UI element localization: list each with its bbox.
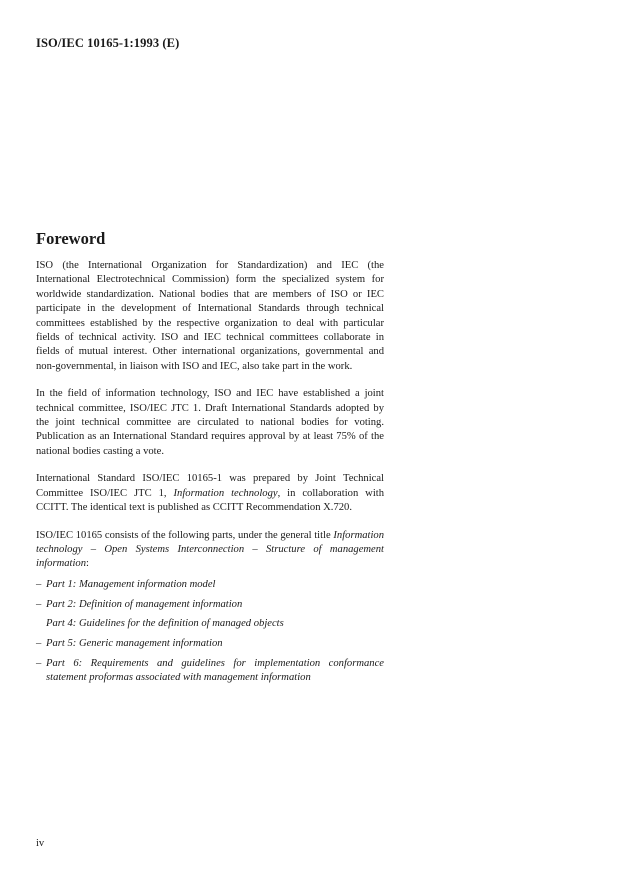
part-label: Part 5: Generic management information [46, 638, 223, 650]
prepared-text-before: International Standard ISO/IEC 10165-1 was prepared by Joint Technical Committee ISO/IEC JTC 1, [36, 473, 384, 499]
paragraph-parts-intro [36, 529, 384, 572]
list-item [36, 598, 384, 612]
parts-intro-title: Information technology – Open Systems Interconnection – Structure of management information [36, 529, 384, 570]
parts-intro-before: ISO/IEC 10165 consists of the following parts, under the general title [36, 529, 334, 541]
parts-list [36, 578, 384, 685]
part-label: Part 1: Management information model [46, 578, 216, 590]
list-item [36, 617, 384, 631]
list-dash: – [36, 578, 42, 590]
paragraph-iso-iec: ISO (the International Organization for Standardization) and IEC (the International Electrotechnical Commission) form the specialized system for worldwide standardization. National bodies that are members of ISO or IEC participate in the development of International Standards through technical committees established by the respective organization to deal with particular fields of technical activity. ISO and IEC technical committees collaborate in fields of mutual interest. Other international organizations, governmental and non-governmental, in liaison with ISO and IEC, also take part in the work. [36, 260, 384, 372]
foreword-body [36, 259, 384, 691]
page-header: ISO/IEC 10165-1:1993 (E) [36, 36, 180, 50]
list-item [36, 578, 384, 592]
list-item [36, 657, 384, 685]
paragraph-prepared-by [36, 472, 384, 515]
paragraph-jtc1: In the field of information technology, ISO and IEC have established a joint technical committee, ISO/IEC JTC 1. Draft International Standards adopted by the joint technical committee are circulated to national bodies for voting. Publication as an International Standard requires approval by at least 75% of the national bodies casting a vote. [36, 388, 384, 457]
prepared-title: Information technology [173, 487, 278, 499]
list-item [36, 637, 384, 651]
part-label: Part 4: Guidelines for the definition of managed objects [46, 618, 284, 630]
list-dash: – [36, 598, 42, 610]
list-dash: – [36, 638, 42, 650]
parts-intro-after: : [86, 558, 89, 570]
part-label: Part 2: Definition of management information [46, 598, 243, 610]
page-number: iv [36, 838, 45, 849]
foreword-title: Foreword [36, 229, 106, 248]
prepared-text-after: , in collaboration with CCITT. The identical text is published as CCITT Recommendation X.720. [36, 487, 385, 514]
list-dash: – [36, 657, 42, 669]
part-label: Part 6: Requirements and guidelines for implementation conformance statement proformas associated with management information [46, 657, 384, 683]
